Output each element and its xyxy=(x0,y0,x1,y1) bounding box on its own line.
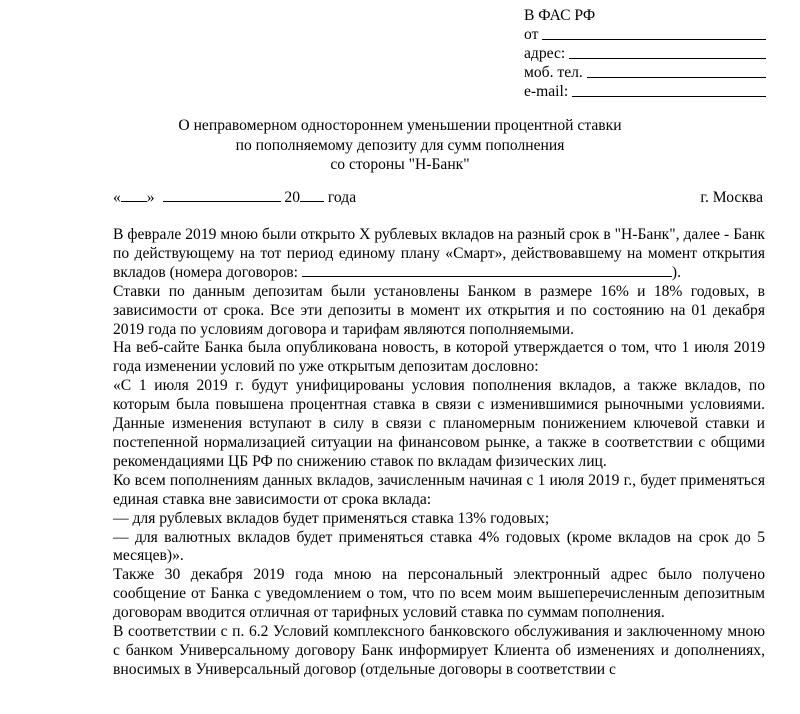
phone-blank xyxy=(587,77,766,78)
list-item-fx: — для валютных вкладов будет применяться ставка 4% годовых (кроме вкладов на срок до 5 месяцев)». xyxy=(113,528,765,565)
paragraph-3: На веб-сайте Банка была опубликована новость, в которой утверждается о том, что 1 июля 2019 года изменении условий по уже открытым депозитам дословно: xyxy=(113,339,765,376)
from-blank xyxy=(542,39,766,40)
from-label: от xyxy=(524,26,539,43)
address-line xyxy=(524,44,774,63)
address-label: адрес: xyxy=(524,45,566,62)
title-line-3: со стороны "Н-Банк" xyxy=(330,156,470,173)
paragraph-1: В феврале 2019 мною были открыто Х рублевых вкладов на разный срок в "Н-Банк", далее - Банк по действующему на тот период единому плану «Смарт», действовавшему на момент открытия вкладов (номера договоров: ). xyxy=(113,226,765,281)
date-line xyxy=(113,189,763,207)
email-label: e-mail: xyxy=(524,83,569,100)
date-field: « » 20 года xyxy=(113,189,357,206)
addressee-block xyxy=(524,6,774,101)
title-line-1: О неправомерном одностороннем уменьшении процентной ставки xyxy=(178,117,622,134)
paragraph-9: В соответствии с п. 6.2 Условий комплексного банковского обслуживания и заключенному мною с банком Универсальному договору Банк информирует Клиента об изменениях и дополнениях, вносимых в Универсальный договор (отдельные договоры в соответствии с xyxy=(113,623,765,678)
document-body xyxy=(113,226,765,680)
city: г. Москва xyxy=(700,189,763,206)
contract-numbers-blank xyxy=(302,264,672,277)
year-blank xyxy=(300,189,324,202)
addressee-title: В ФАС РФ xyxy=(524,7,596,24)
paragraph-8: Также 30 декабря 2019 года мною на персональный электронный адрес было получено сообщение от Банка с уведомлением о том, что по всем моим вышеперечисленным депозитным договорам вводится отличная от тарифных условий ставка по суммам пополнения. xyxy=(113,566,765,622)
paragraph-2: Ставки по данным депозитам были установлены Банком в размере 16% и 18% годовых, в зависимости от срока. Все эти депозиты в момент их открытия и по состоянию на 01 декабря 2019 года по условиям договора и тарифам являются пополняемыми. xyxy=(113,282,765,338)
paragraph-5: Ко всем пополнениям данных вкладов, зачисленным начиная с 1 июля 2019 г., будет применяться единая ставка вне зависимости от срока вклада: xyxy=(113,471,765,508)
document-title xyxy=(0,116,800,175)
title-line-2: по пополняемому депозиту для сумм пополнения xyxy=(235,136,565,154)
from-line xyxy=(524,25,774,44)
list-item-rub: — для рублевых вкладов будет применяться ставка 13% годовых; xyxy=(113,509,550,527)
phone-label: моб. тел. xyxy=(524,64,583,81)
month-blank xyxy=(163,189,281,202)
day-blank xyxy=(121,189,147,202)
email-blank xyxy=(572,96,766,97)
address-blank xyxy=(569,58,766,59)
email-line xyxy=(524,82,774,101)
phone-line xyxy=(524,63,774,82)
paragraph-quote: «С 1 июля 2019 г. будут унифицированы условия пополнения вкладов, а также вкладов, по которым была повышена процентная ставка в связи с изменившимися рыночными условиями. Данные изменения вступают в силу в связи с планомерным понижением ключевой ставки и постепенной нормализацией ситуации на финансовом рынке, а также в соответствии с общими рекомендациями ЦБ РФ по снижению ставок по вкладам физических лиц. xyxy=(113,377,765,470)
